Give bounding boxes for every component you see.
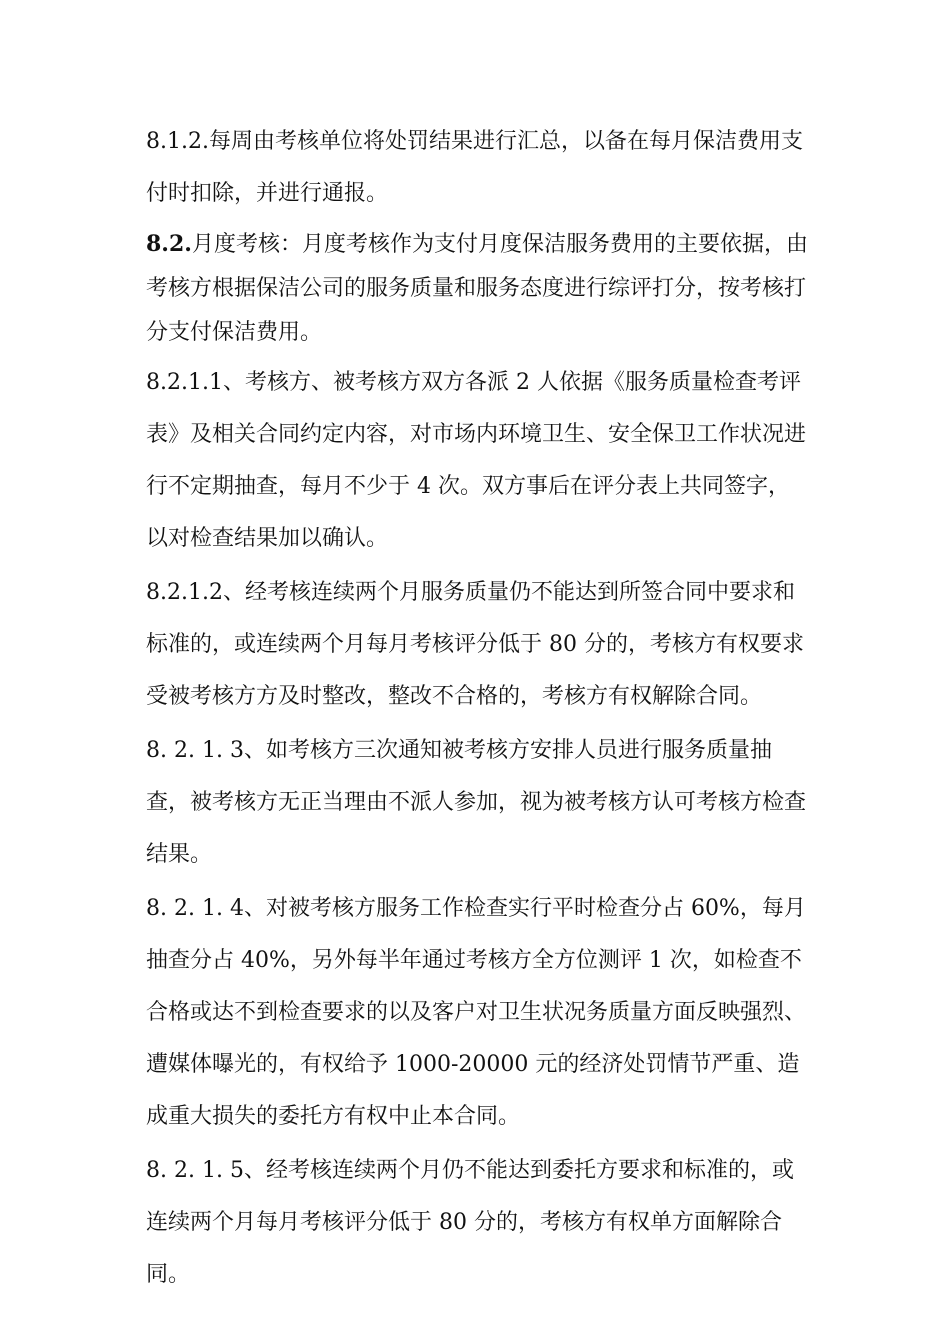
paragraph-8-2-1-3 [146,725,808,881]
paragraph-text: 8. 2. 1. 4、对被考核方服务工作检查实行平时检查分占 60%，每月抽查分占 40%，另外每半年通过考核方全方位测评 1 次，如检查不合格或达不到检查要求的以及客户对卫生状况务质量方面反映强烈、遭媒体曝光的，有权给予 1000-20000 元的经济处罚情节严重、造成重大损失的委托方有权中止本合同。 [146,896,807,1129]
paragraph-text: 8. 2. 1. 3、如考核方三次通知被考核方安排人员进行服务质量抽查，被考核方无正当理由不派人参加，视为被考核方认可考核方检查结果。 [146,738,807,867]
paragraph-text: 8.2.1.2、经考核连续两个月服务质量仍不能达到所签合同中要求和标准的，或连续两个月每月考核评分低于 80 分的，考核方有权要求受被考核方方及时整改，整改不合格的，考核方有权解除合同。 [146,580,804,709]
paragraph-8-2-1-5 [146,1145,808,1301]
document-page [146,116,808,1303]
paragraph-8-2-1-1 [146,357,808,565]
paragraph-text: 8. 2. 1. 5、经考核连续两个月仍不能达到委托方要求和标准的，或连续两个月每月考核评分低于 80 分的，考核方有权单方面解除合同。 [146,1158,794,1287]
paragraph-8-2 [146,222,808,355]
paragraph-text: 8.2.1.1、考核方、被考核方双方各派 2 人依据《服务质量检查考评表》及相关合同约定内容，对市场内环境卫生、安全保卫工作状况进行不定期抽查，每月不少于 4 次。双方事后在评分表上共同签字，以对检查结果加以确认。 [146,370,807,551]
paragraph-8-2-1-2 [146,567,808,723]
section-number: 8.2. [146,231,192,257]
paragraph-8-1-2 [146,116,808,220]
paragraph-text: 月度考核：月度考核作为支付月度保洁服务费用的主要依据，由考核方根据保洁公司的服务质量和服务态度进行综评打分，按考核打分支付保洁费用。 [146,232,808,345]
paragraph-text: 8.1.2.每周由考核单位将处罚结果进行汇总，以备在每月保洁费用支付时扣除，并进行通报。 [146,129,803,206]
paragraph-8-2-1-4 [146,883,808,1143]
